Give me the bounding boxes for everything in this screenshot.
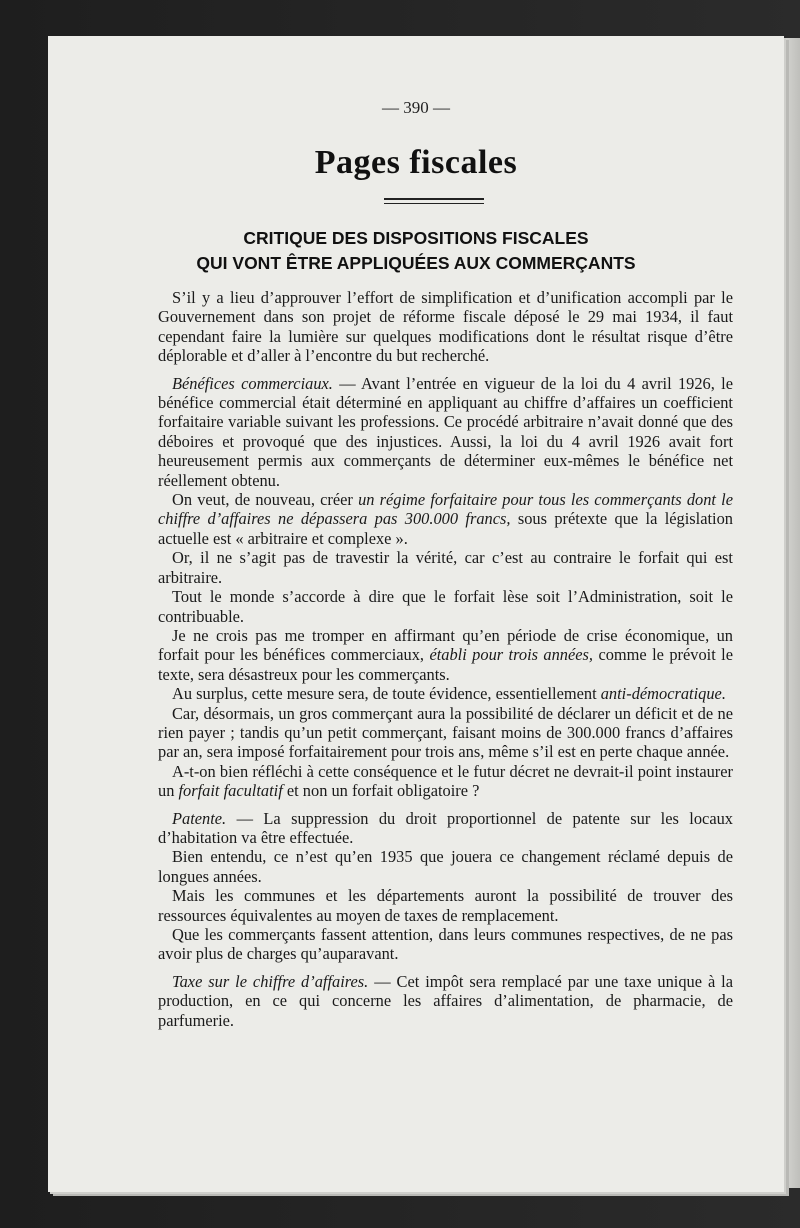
page-number: — 390 — bbox=[382, 98, 450, 117]
page-edge bbox=[782, 38, 800, 1188]
paragraph-administration: Tout le monde s’accorde à dire que le forfait lèse soit l’Administration, soit le contribuable. bbox=[158, 587, 733, 626]
benefices-text: — Avant l’entrée en vigueur de la loi du 4 avril 1926, le bénéfice commercial était déterminé en appliquant au chiffre d’affaires un coefficient forfaitaire variable suivant les professions. Ce procédé arbitraire n’avait donné que des déboires et provoqué que des injustices. Aussi, la loi du 4 avril 1926 avait fort heureusement permis aux commerçants de déterminer eux-mêmes le bénéfice net réellement obtenu. bbox=[158, 373, 733, 490]
p3-emphasis: un régime forfaitaire pour tous les commerçants dont le chiffre d’affaires ne dépassera pas 300.000 francs, bbox=[158, 490, 733, 529]
p3-text-a: On veut, de nouveau, créer bbox=[172, 490, 359, 510]
paragraph-regime-forfaitaire bbox=[158, 490, 733, 548]
p9-text-b: et non un forfait obligatoire ? bbox=[282, 781, 480, 801]
article-heading bbox=[48, 226, 784, 276]
p7-emphasis: anti-démocratique. bbox=[600, 684, 726, 704]
paragraph-1935: Bien entendu, ce n’est qu’en 1935 que jouera ce changement réclamé depuis de longues années. bbox=[158, 847, 733, 886]
title-divider bbox=[384, 198, 484, 200]
section-label-benefices: Bénéfices commerciaux. bbox=[172, 373, 333, 393]
p9-text-a: A-t-on bien réfléchi à cette conséquence et le futur décret ne devrait-il point instaurer un bbox=[158, 761, 733, 801]
document-page bbox=[48, 36, 784, 1192]
taxe-text: — Cet impôt sera remplacé par une taxe unique à la production, en ce qui concerne les affaires d’alimentation, de pharmacie, de parfumerie. bbox=[158, 971, 733, 1030]
paragraph-attention: Que les commerçants fassent attention, dans leurs communes respectives, de ne pas avoir plus de charges qu’auparavant. bbox=[158, 925, 733, 964]
paragraph-patente bbox=[158, 809, 733, 848]
p3-text-b: sous prétexte que la législation actuelle est « arbitraire et complexe ». bbox=[158, 509, 733, 548]
paragraph-taxe bbox=[158, 972, 733, 1030]
paragraph-intro: S’il y a lieu d’approuver l’effort de simplification et d’unification accompli par le Gouvernement dans son projet de réforme fiscale déposé le 29 mai 1934, il faut cependant faire la lumière sur quelques modifications dont le résultat risque d’être déplorable et d’aller à l’encontre du but recherché. bbox=[158, 288, 733, 366]
paragraph-anti-democratique bbox=[158, 684, 733, 703]
article-body bbox=[158, 288, 733, 1030]
title-divider-thin bbox=[384, 203, 484, 204]
paragraph-forfait-facultatif bbox=[158, 762, 733, 801]
p7-text-a: Au surplus, cette mesure sera, de toute évidence, essentiellement bbox=[172, 684, 601, 704]
patente-text: — La suppression du droit proportionnel de patente sur les locaux d’habitation va être effectuée. bbox=[158, 808, 733, 847]
paragraph-communes: Mais les communes et les départements auront la possibilité de trouver des ressources équivalentes au moyen de taxes de remplacement. bbox=[158, 886, 733, 925]
paragraph-arbitraire: Or, il ne s’agit pas de travestir la vérité, car c’est au contraire le forfait qui est arbitraire. bbox=[158, 548, 733, 587]
p6-emphasis: établi pour trois années, bbox=[429, 645, 594, 665]
section-label-patente: Patente. bbox=[172, 808, 227, 828]
paragraph-benefices bbox=[158, 374, 733, 490]
p6-text-a: Je ne crois pas me tromper en affirmant qu’en période de crise économique, un forfait pour les bénéfices commerciaux, bbox=[158, 625, 733, 665]
paragraph-deficit: Car, désormais, un gros commerçant aura la possibilité de déclarer un déficit et de ne rien payer ; tandis qu’un petit commerçant, faisant moins de 300.000 francs d’affaires par an, sera imposé forfaitairement pour trois ans, même s’il est en perte chaque année. bbox=[158, 703, 733, 762]
page-title: Pages fiscales bbox=[314, 144, 518, 181]
heading-line-1: CRITIQUE DES DISPOSITIONS FISCALES bbox=[243, 228, 589, 248]
heading-line-2: QUI VONT ÊTRE APPLIQUÉES AUX COMMERÇANTS bbox=[196, 253, 636, 273]
section-label-taxe: Taxe sur le chiffre d’affaires. bbox=[172, 971, 369, 991]
p9-emphasis: forfait facultatif bbox=[178, 781, 283, 801]
paragraph-crise bbox=[158, 626, 733, 684]
p6-text-b: comme le prévoit le texte, sera désastreux pour les commerçants. bbox=[158, 645, 733, 684]
